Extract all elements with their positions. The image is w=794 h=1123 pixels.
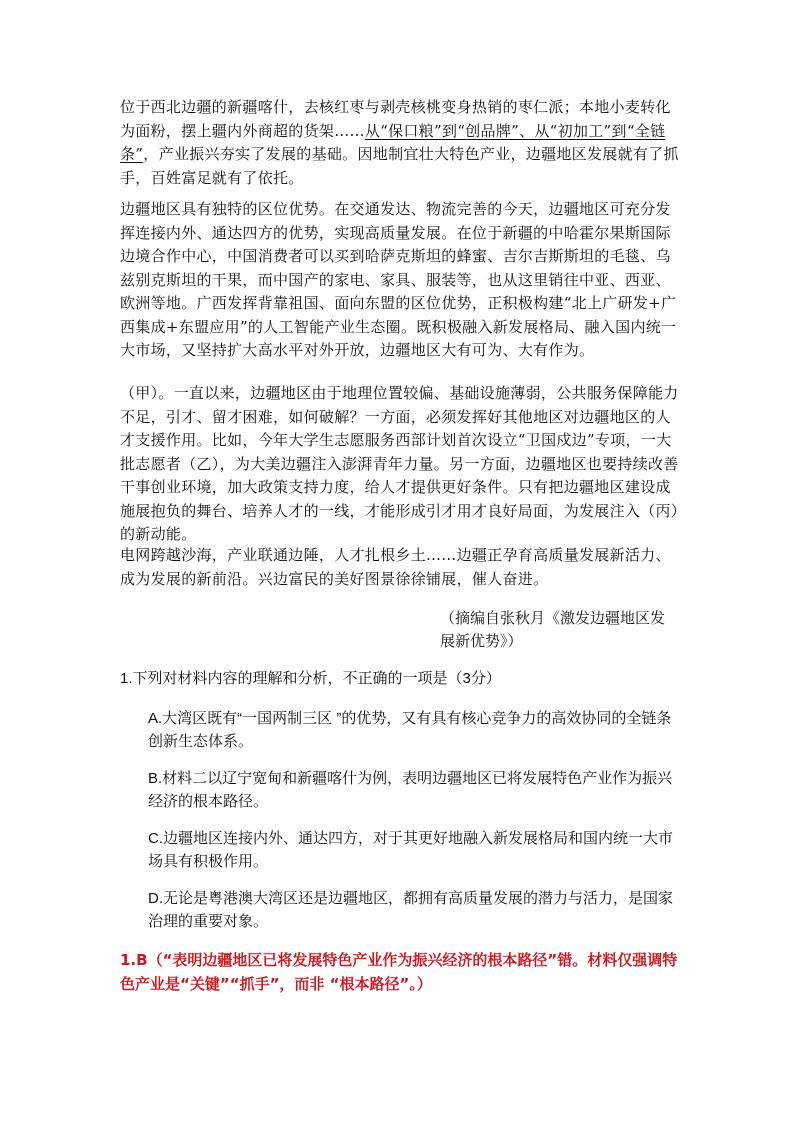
source-citation-line-2: 展新优势》）	[440, 633, 523, 650]
option-c: C.边疆地区连接内外、通达四方，对于其更好地融入新发展格局和国内统一大市场具有积极作用。	[148, 830, 674, 870]
paragraph-1-text-a: 位于西北边疆的新疆喀什，去核红枣与剥壳核桃变身热销的枣仁派；本地小麦转化为面粉，摆上疆内外商超的货架……	[120, 98, 671, 140]
paragraph-1-text-b: ，产业振兴夯实了发展的基础。因地制宜壮大特色产业，边疆地区发展就有了抓手，百姓富足就有了依托。	[120, 145, 679, 187]
passage-paragraph-1	[120, 96, 680, 190]
source-citation-line-1: （摘编自张秋月《激发边疆地区发	[440, 610, 666, 627]
option-b: B.材料二以辽宁宽甸和新疆喀什为例，表明边疆地区已将发展特色产业作为振兴经济的根本路径。	[148, 770, 673, 810]
paragraph-1-underlined-text: 从“保口粮”到“创品牌”、从“初加工”到“全链条”	[120, 121, 666, 163]
question-stem: 1.下列对材料内容的理解和分析，不正确的一项是（3分）	[120, 670, 501, 687]
option-d: D.无论是粤港澳大湾区还是边疆地区，都拥有高质量发展的潜力与活力，是国家治理的重要对象。	[148, 890, 674, 930]
source-citation	[440, 607, 680, 653]
passage-paragraph-2: 边疆地区具有独特的区位优势。在交通发达、物流完善的今天，边疆地区可充分发挥连接内外、通达四方的优势，实现高质量发展。在位于新疆的中哈霍尔果斯国际边境合作中心，中国消费者可以买到哈萨克斯坦的蜂蜜、吉尔吉斯斯坦的毛毯、乌兹别克斯坦的干果，而中国产的家电、家具、服装等，也从这里销往中亚、西亚、欧洲等地。广西发挥背靠祖国、面向东盟的区位优势，正积极构建“北上广研发+广西集成+东盟应用”的人工智能产业生态圈。既积极融入新发展格局、融入国内统一大市场，又坚持扩大高水平对外开放，边疆地区大有可为、大有作为。	[120, 200, 677, 359]
passage-paragraph-3: （甲）。一直以来，边疆地区由于地理位置较偏、基础设施薄弱，公共服务保障能力不足，引才、留才困难，如何破解？一方面，必须发挥好其他地区对边疆地区的人才支援作用。比如，今年大学生志愿服务西部计划首次设立“卫国戍边”专项，一大批志愿者（乙），为大美边疆注入澎湃青年力量。另一方面，边疆地区也要持续改善干事创业环境，加大政策支持力度，给人才提供更好条件。只有把边疆地区建设成施展抱负的舞台、培养人才的一线，才能形成引才用才良好局面，为发展注入（丙）的新动能。	[120, 384, 679, 543]
passage-paragraph-4: 电网跨越沙海，产业联通边陲，人才扎根乡土……边疆正孕育高质量发展新活力、成为发展的新前沿。兴边富民的美好图景徐徐铺展，催人奋进。	[120, 546, 671, 588]
answer-explanation: 1.B（“表明边疆地区已将发展特色产业作为振兴经济的根本路径”错。材料仅强调特色产业是“关键”“抓手”，而非 “根本路径”。）	[120, 951, 678, 993]
option-a: A.大湾区既有“一国两制三区 ”的优势，又有具有核心竞争力的高效协同的全链条创新生态体系。	[148, 710, 672, 750]
